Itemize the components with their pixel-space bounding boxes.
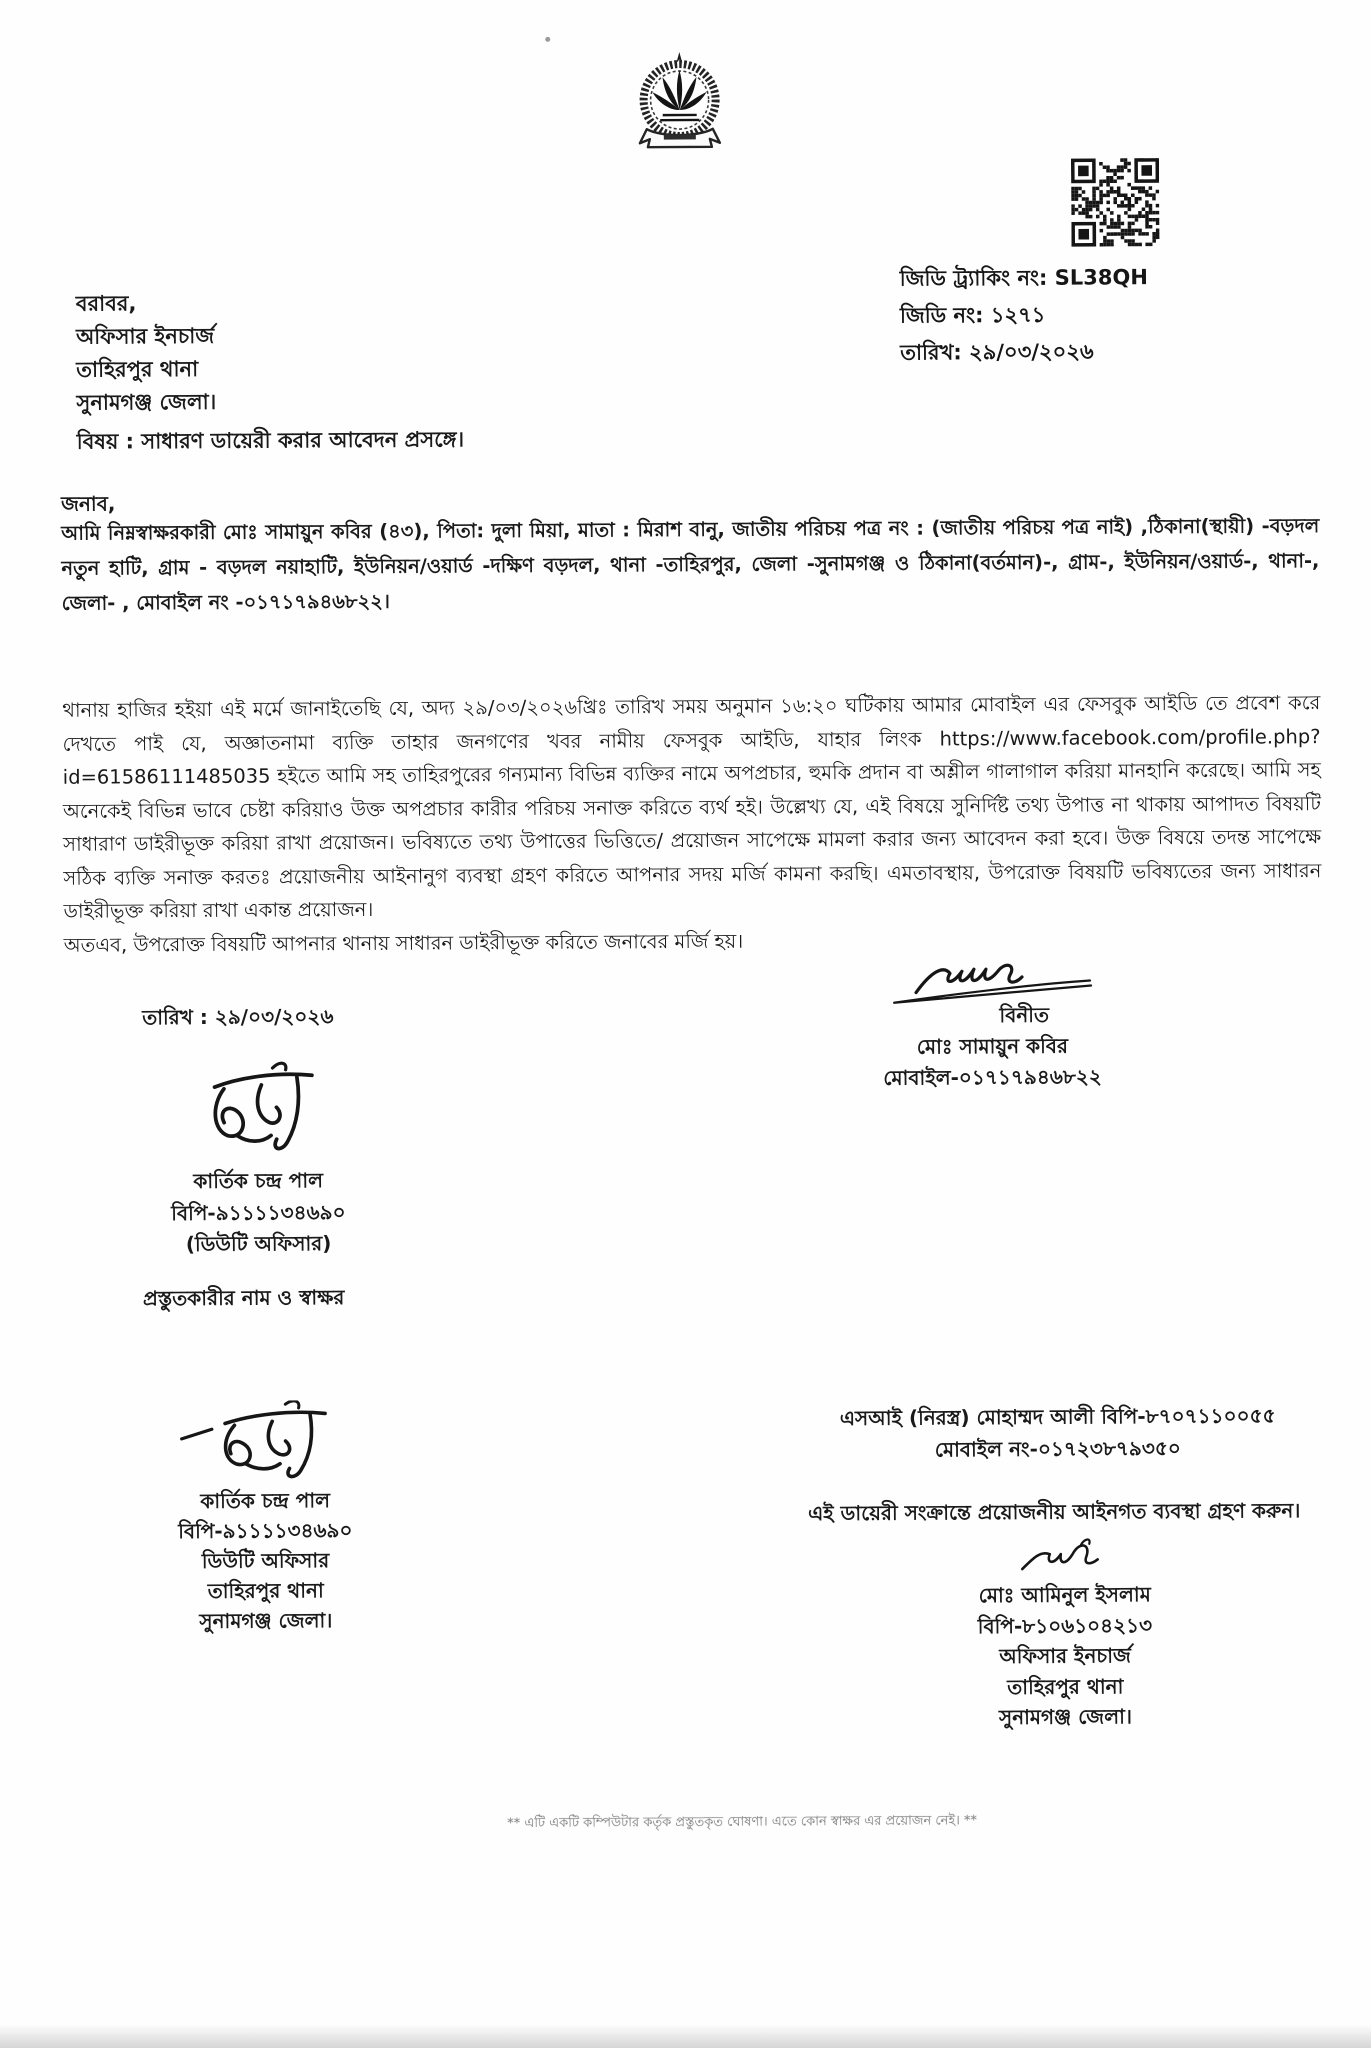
gd-number: জিডি নং: ১২৭১ (899, 302, 1046, 328)
duty-officer-block-bottom (152, 1400, 379, 1636)
duty-officer-bp: বিপি-৯১১১১৩৪৬৯০ (171, 1199, 346, 1225)
date-line: তারিখ : ২৯/০৩/২০২৬ (142, 1004, 334, 1030)
applicant-name: মোঃ সামায়ুন কবির (916, 1033, 1069, 1059)
gd-date: তারিখ: ২৯/০৩/২০২৬ (900, 339, 1094, 365)
recipient-district: সুনামগঞ্জ জেলা। (76, 389, 217, 415)
main-paragraph: থানায় হাজির হইয়া এই মর্মে জানাইতেছি যে, অদ্য ২৯/০৩/২০২৬খ্রিঃ তারিখ সময় অনুমান ১৬:২০ ঘটিকায় আমার মোবাইল এর ফেসবুক আইডি তে প্রবেশ করে দেখতে পাই যে, অজ্ঞাতনামা ব্যক্তি তাহার জনগণের খবর নামীয় ফেসবুক আইডি, যাহার লিংক https://www.facebook.com/profile.php?id=61586111485035 হইতে আমি সহ তাহিরপুরের গন্যমান্য বিভিন্ন ব্যক্তির নামে অপপ্রচার, হুমকি প্রদান বা অশ্লীল গালাগাল করিয়া মানহানি করেছে। আমি সহ অনেকেই বিভিন্ন ভাবে চেষ্টা করিয়াও উক্ত অপপ্রচার কারীর পরিচয় সনাক্ত করিতে ব্যর্থ হই। উল্লেখ্য যে, এই বিষয়ে সুনির্দিষ্ট তথ্য উপাত্ত না থাকায় আপাদত বিষয়টি সাধারাণ ডাইরীভূক্ত করিয়া রাখা প্রয়োজন। ভবিষ্যতে তথ্য উপাত্তের ভিত্তিতে/ প্রয়োজন সাপেক্ষে মামলা করার জন্য আবেদন করা হবে। উক্ত বিষয়ে তদন্ত সাপেক্ষে সঠিক ব্যক্তি সনাক্ত করতঃ প্রয়োজনীয় আইনানুগ ব্যবস্থা গ্রহণ করিতে আপনার সদয় মর্জি কামনা করছি। এমতাবস্থায়, উপরোক্ত বিষয়টি ভবিষ্যতের জন্য সাধারন ডাইরীভূক্ত করিয়া রাখা একান্ত প্রয়োজন। (62, 691, 1322, 923)
si-mobile: মোবাইল নং-০১৭২৩৮৭৯৩৫০ (934, 1435, 1181, 1462)
oc-name: মোঃ আমিনুল ইসলাম (978, 1582, 1151, 1608)
subject-line: বিষয় : সাধারণ ডায়েরী করার আবেদন প্রসঙ্গে। (76, 427, 465, 454)
duty-officer-station: তাহিরপুর থানা (207, 1578, 324, 1603)
applicant-intro-paragraph: আমি নিম্নস্বাক্ষরকারী মোঃ সামায়ুন কবির (৪৩), পিতা: দুলা মিয়া, মাতা : মিরাশ বানু, জাতীয় পরিচয় পত্র নং : (জাতীয় পরিচয় পত্র নাই) ,ঠিকানা(স্থায়ী) -বড়দল নতুন হাটি, গ্রাম - বড়দল নয়াহাটি, ইউনিয়ন/ওয়ার্ড -দক্ষিণ বড়দল, থানা -তাহিরপুর, জেলা -সুনামগঞ্জ ও ঠিকানা(বর্তমান)-, গ্রাম-, ইউনিয়ন/ওয়ার্ড-, থানা-, জেলা- , মোবাইল নং -০১৭১৭৯৪৬৮২২। (61, 514, 1320, 615)
duty-officer-name: কার্তিক চন্দ্র পাল (200, 1488, 331, 1513)
applicant-signature-label: বিনীত (999, 1002, 1050, 1028)
body-block (62, 686, 1322, 962)
recipient-station: তাহিরপুর থানা (76, 356, 199, 382)
duty-officer-signature-bottom (180, 1400, 351, 1486)
oc-station: তাহিরপুর থানা (1007, 1673, 1124, 1699)
duty-officer-designation: ডিউটি অফিসার (201, 1548, 330, 1573)
duty-officer-signature-top (182, 1060, 333, 1164)
recipient-salutation: বরাবর, (75, 291, 137, 316)
duty-officer-designation: (ডিউটি অফিসার) (185, 1231, 332, 1257)
scan-bottom-shadow (0, 2024, 1371, 2048)
si-instruction: এই ডায়েরী সংক্রান্তে প্রয়োজনীয় আইনগত ব্যবস্থা গ্রহণ করুন। (807, 1498, 1301, 1526)
si-name-bp: এসআই (নিরস্ত্র) মোহাম্মদ আলী বিপি-৮৭০৭১১০০৫৫ (839, 1403, 1276, 1431)
duty-officer-district: সুনামগঞ্জ জেলা। (199, 1608, 333, 1633)
recipient-block (76, 287, 217, 420)
oc-designation: অফিসার ইনচার্জ (999, 1643, 1131, 1669)
gd-tracking-number: জিডি ট্র্যাকিং নং: SL38QH (899, 265, 1148, 291)
oc-district: সুনামগঞ্জ জেলা। (998, 1704, 1133, 1730)
si-block (808, 1399, 1308, 1466)
scan-speck (545, 37, 550, 42)
duty-officer-bp: বিপি-৯১১১১৩৪৬৯০ (178, 1518, 353, 1544)
preparer-caption: প্রস্তুতকারীর নাম ও স্বাক্ষর (142, 1285, 345, 1311)
gd-info-block (900, 259, 1149, 372)
police-emblem-logo (623, 50, 736, 157)
body-salutation: জনাব, (60, 491, 116, 516)
duty-officer-block-top (139, 1060, 376, 1261)
closing-line: অতএব, উপরোক্ত বিষয়টি আপনার থানায় সাধারন ডাইরীভূক্ত করিতে জনাবের মর্জি হয়। (63, 929, 744, 957)
oc-signature (1016, 1535, 1112, 1582)
computer-generated-note: ** এটি একটি কম্পিউটার কর্তৃক প্রস্তুতকৃত ঘোষণা। এতে কোন স্বাক্ষর এর প্রয়োজন নেই। ** (507, 1813, 978, 1832)
applicant-mobile: মোবাইল-০১৭১৭৯৪৬৮২২ (883, 1064, 1102, 1090)
oc-block (952, 1535, 1177, 1733)
recipient-designation: অফিসার ইনচার্জ (75, 323, 215, 349)
applicant-signature-block (857, 955, 1128, 1094)
duty-officer-name: কার্তিক চন্দ্র পাল (193, 1168, 324, 1194)
qr-code (1069, 152, 1162, 253)
oc-bp: বিপি-৮১০৬১০৪২১৩ (977, 1612, 1153, 1638)
